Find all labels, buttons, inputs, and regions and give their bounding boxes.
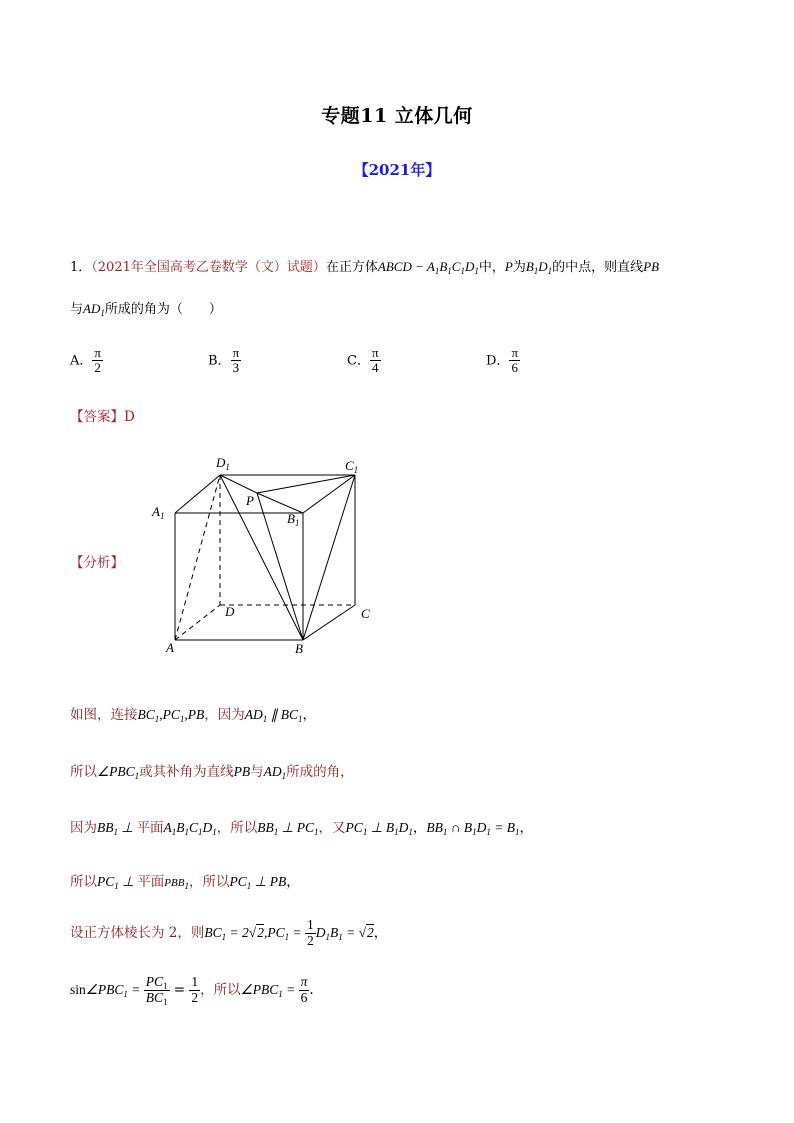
question-line-2: [70, 298, 222, 317]
solution-line-6: $\sin\angle PBC_1$ = $\frac{PC_1}{BC_1}$ = $\frac{1}{2}$ ，所以$\angle PBC_1$ = $\frac{\pi}{6}$ .: [70, 974, 314, 1007]
answer-label: 【答案】: [70, 409, 124, 425]
cube-name: ABCD − $A_1B_1C_1D_1$: [377, 259, 479, 276]
option-b-fraction: $\frac{\pi}{3}$: [232, 345, 240, 376]
label-a1: $A_1$: [152, 504, 165, 521]
solution-line-1: 如图，连接$BC_1,PC_1,PB$，因为$AD_1$ ∥ $BC_1$，: [70, 707, 317, 724]
label-c: C: [361, 606, 370, 621]
point-p: P: [504, 259, 513, 274]
question-text: 在正方体: [325, 260, 378, 275]
label-c1: $C_1$: [345, 458, 359, 475]
solution-line-2: 所以$\angle PBC_1$或其补角为直线PB与$AD_1$所成的角，: [70, 764, 354, 781]
option-a-fraction: $\frac{\pi}{2}$: [94, 345, 101, 376]
option-c-fraction: $\frac{\pi}{4}$: [371, 345, 379, 376]
line-pb: PB: [643, 259, 660, 274]
option-d[interactable]: D． $\frac{\pi}{6}$: [486, 345, 519, 376]
solution-line-4: 所以$PC_1$ ⊥ 平面$PBB_1$，所以$PC_1$ ⊥ PB，: [70, 874, 300, 891]
label-p: P: [246, 493, 254, 508]
question-text-3: 为: [512, 260, 526, 275]
question-number: 1．: [70, 260, 92, 275]
label-d: D: [225, 604, 235, 619]
cube-figure: [140, 450, 390, 660]
label-d1: $D_1$: [216, 455, 230, 472]
option-c[interactable]: C． $\frac{\pi}{4}$: [347, 345, 379, 376]
question-line-1: [70, 256, 659, 275]
solution-line-5: 设正方体棱长为 2，则$BC_1 = 2√2,PC_1$ = $\frac{1}{2}$ $D_1B_1 = √2$，: [70, 917, 388, 948]
segment-b1d1: $B_1D_1$: [525, 259, 553, 276]
option-a[interactable]: A． $\frac{\pi}{2}$: [70, 345, 101, 376]
year-heading: 【2021年】: [353, 161, 441, 179]
solution-line-3: 因为$BB_1$ ⊥ 平面$A_1B_1C_1D_1$，所以$BB_1$ ⊥ $PC_1$，又$PC_1$ ⊥ $B_1D_1$，$BB_1$ ∩ $B_1D_1 = B_1$，: [70, 820, 533, 837]
question-text-4: 的中点，则直线: [552, 260, 644, 275]
label-a: A: [166, 640, 174, 655]
answer: [70, 405, 135, 425]
label-b1: $B_1$: [287, 511, 300, 528]
line-ad1: $AD_1$: [83, 301, 105, 318]
page-title: 专题11 立体几何: [321, 105, 473, 127]
question-source: （2021年全国高考乙卷数学（文）试题）: [91, 260, 326, 275]
question-text-5: 与: [70, 302, 84, 317]
option-d-fraction: $\frac{\pi}{6}$: [511, 345, 519, 376]
answer-value: D: [124, 409, 135, 425]
option-b[interactable]: B． $\frac{\pi}{3}$: [208, 345, 240, 376]
analysis-label: 【分析】: [70, 555, 124, 571]
question-text-2: 中，: [478, 260, 505, 275]
label-b: B: [295, 641, 303, 656]
question-text-6: 所成的角为（ ）: [104, 302, 222, 317]
